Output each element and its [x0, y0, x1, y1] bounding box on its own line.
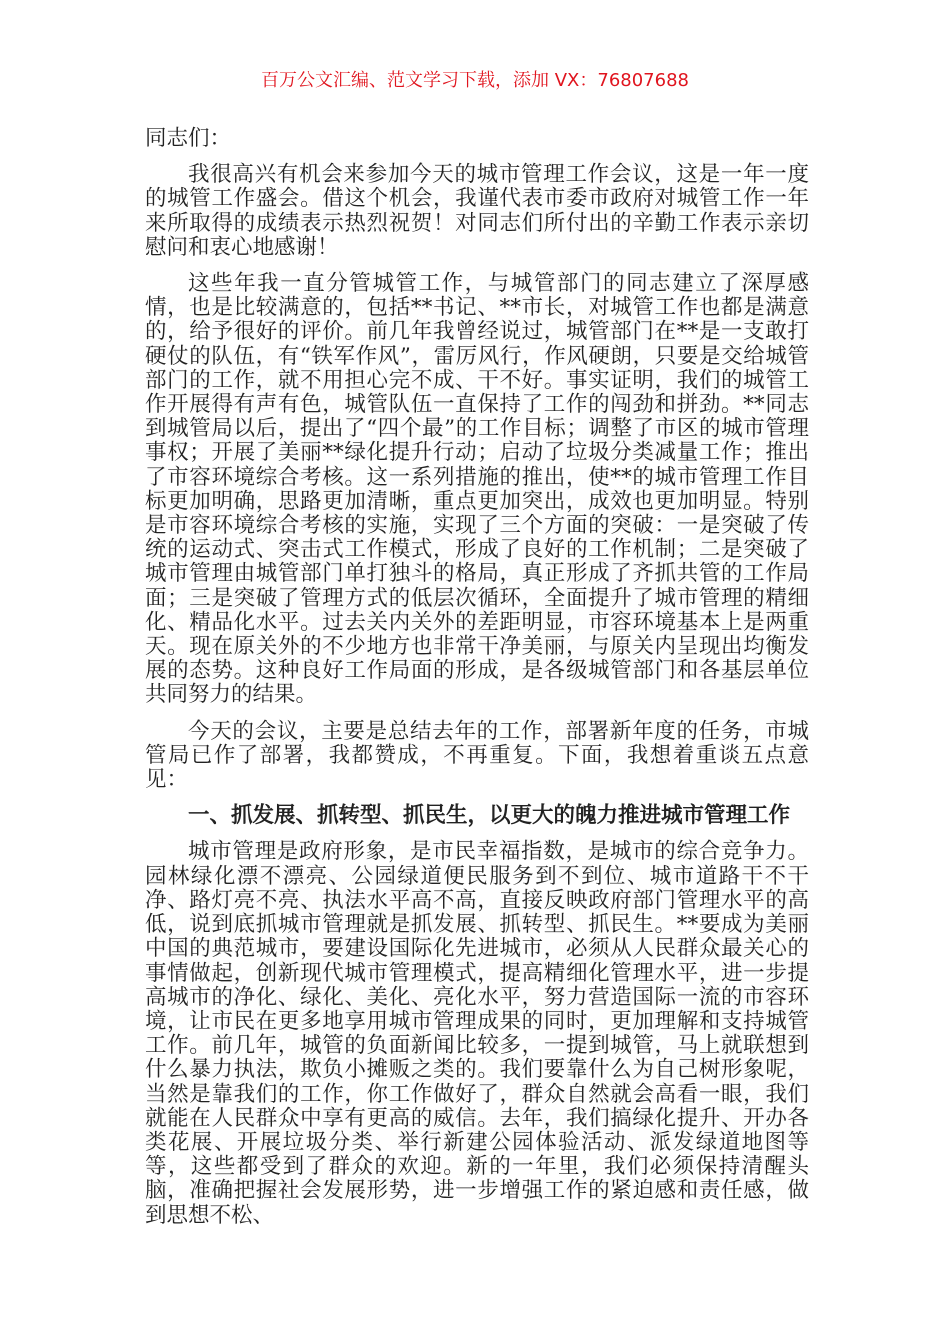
document-body [145, 127, 809, 1240]
section-heading-1: 一、抓发展、抓转型、抓民生，以更大的魄力推进城市管理工作 [188, 803, 791, 829]
salutation: 同志们： [145, 126, 232, 151]
paragraph-review: 这些年我一直分管城管工作，与城管部门的同志建立了深厚感情，也是比较满意的，包括**书记、**市长，对城管工作也都是满意的，给予很好的评价。前几年我曾经说过，城管部门在**是一支敢打硬仗的队伍，有“铁军作风”，雷厉风行，作风硬朗，只要是交给城管部门的工作，就不用担心完不成、干不好。事实证明，我们的城管工作开展得有声有色，城管队伍一直保持了工作的闯劲和拼劲。**同志到城管局以后，提出了“四个最”的工作目标；调整了市区的城市管理事权；开展了美丽**绿化提升行动；启动了垃圾分类减量工作；推出了市容环境综合考核。这一系列措施的推出，使**的城市管理工作目标更加明确，思路更加清晰，重点更加突出，成效也更加明显。特别是市容环境综合考核的实施，实现了三个方面的突破：一是突破了传统的运动式、突击式工作模式，形成了良好的工作机制；二是突破了城市管理由城管部门单打独斗的格局，真正形成了齐抓共管的工作局面；三是突破了管理方式的低层次循环，全面提升了城市管理的精细化、精品化水平。过去关内关外的差距明显，市容环境基本上是两重天。现在原关外的不少地方也非常干净美丽，与原关内呈现出均衡发展的态势。这种良好工作局面的形成，是各级城管部门和各基层单位共同努力的结果。 [145, 271, 809, 708]
paragraph-agenda: 今天的会议，主要是总结去年的工作，部署新年度的任务，市城管局已作了部署，我都赞成，不再重复。下面，我想着重谈五点意见： [145, 718, 809, 793]
paragraph-opening: 我很高兴有机会来参加今天的城市管理工作会议，这是一年一度的城管工作盛会。借这个机会，我谨代表市委市政府对城管工作一年来所取得的成绩表示热烈祝贺！对同志们所付出的辛勤工作表示亲切慰问和衷心地感谢！ [145, 162, 809, 260]
paragraph-section-1: 城市管理是政府形象，是市民幸福指数，是城市的综合竞争力。园林绿化漂不漂亮、公园绿道便民服务到不到位、城市道路干不干净、路灯亮不亮、执法水平高不高，直接反映政府部门管理水平的高低，说到底抓城市管理就是抓发展、抓转型、抓民生。**要成为美丽中国的典范城市，要建设国际化先进城市，必须从人民群众最关心的事情做起，创新现代城市管理模式，提高精细化管理水平，进一步提高城市的净化、绿化、美化、亮化水平，努力营造国际一流的市容环境，让市民在更多地享用城市管理成果的同时，更加理解和支持城管工作。前几年，城管的负面新闻比较多，一提到城管，马上就联想到什么暴力执法，欺负小摊贩之类的。我们要靠什么为自己树形象呢，当然是靠我们的工作，你工作做好了，群众自然就会高看一眼，我们就能在人民群众中享有更高的威信。去年，我们搞绿化提升、开办各类花展、开展垃圾分类、举行新建公园体验活动、派发绿道地图等等，这些都受到了群众的欢迎。新的一年里，我们必须保持清醒头脑，准确把握社会发展形势，进一步增强工作的紧迫感和责任感，做到思想不松、 [145, 839, 809, 1228]
promo-banner: 百万公文汇编、范文学习下载，添加 VX：76807688 [261, 70, 689, 91]
